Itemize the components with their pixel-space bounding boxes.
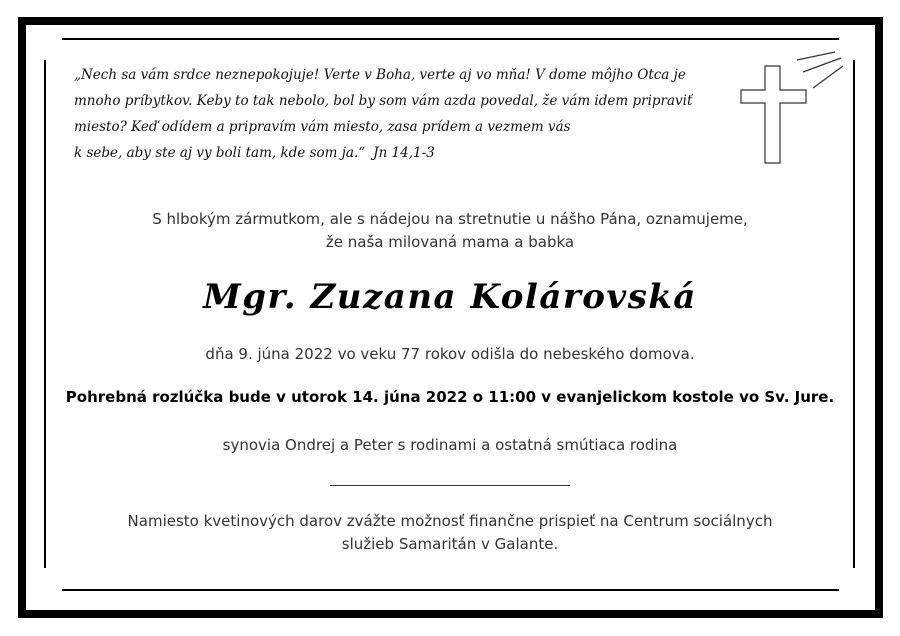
inner-rule-top	[62, 38, 839, 40]
funeral-details: Pohrebná rozlúčka bude v utorok 14. júna 2022 o 11:00 v evanjelickom kostole vo Sv. Jure.	[65, 388, 835, 406]
cross-icon	[735, 48, 850, 168]
inner-rule-bottom	[62, 589, 839, 591]
verse-line: „Nech sa vám srdce neznepokojuje! Verte v Boha, verte aj vo mňa! V dome môjho Otca je	[74, 67, 686, 83]
inner-rule-right	[853, 60, 855, 568]
mourners-text: synovia Ondrej a Peter s rodinami a ostatná smútiaca rodina	[222, 436, 678, 454]
announcement-intro	[60, 208, 840, 254]
verse-line	[74, 140, 714, 166]
intro-line: že naša milovaná mama a babka	[325, 233, 575, 251]
intro-line: S hlbokým zármutkom, ale s nádejou na stretnutie u nášho Pána, oznamujeme,	[152, 210, 748, 228]
deceased-name: Mgr. Zuzana Kolárovská	[203, 277, 697, 317]
divider-line	[330, 485, 570, 486]
light-rays-icon	[797, 52, 843, 88]
verse-reference: Jn 14,1-3	[373, 145, 435, 161]
note-line: Namiesto kvetinových darov zvážte možnosť finančne prispieť na Centrum sociálnych	[127, 512, 773, 530]
donation-note	[60, 510, 840, 556]
note-line: služieb Samaritán v Galante.	[341, 535, 559, 553]
verse-line-text: k sebe, aby ste aj vy boli tam, kde som ja.“	[74, 145, 366, 161]
verse-line: mnoho príbytkov. Keby to tak nebolo, bol by som vám azda povedal, že vám idem pripraviť	[74, 93, 693, 109]
bible-verse	[74, 62, 714, 166]
inner-rule-left	[44, 60, 46, 568]
verse-line: miesto? Keď odídem a pripravím vám miesto, zasa prídem a vezmem vás	[74, 119, 571, 135]
death-text: dňa 9. júna 2022 vo veku 77 rokov odišla do nebeského domova.	[205, 345, 695, 363]
